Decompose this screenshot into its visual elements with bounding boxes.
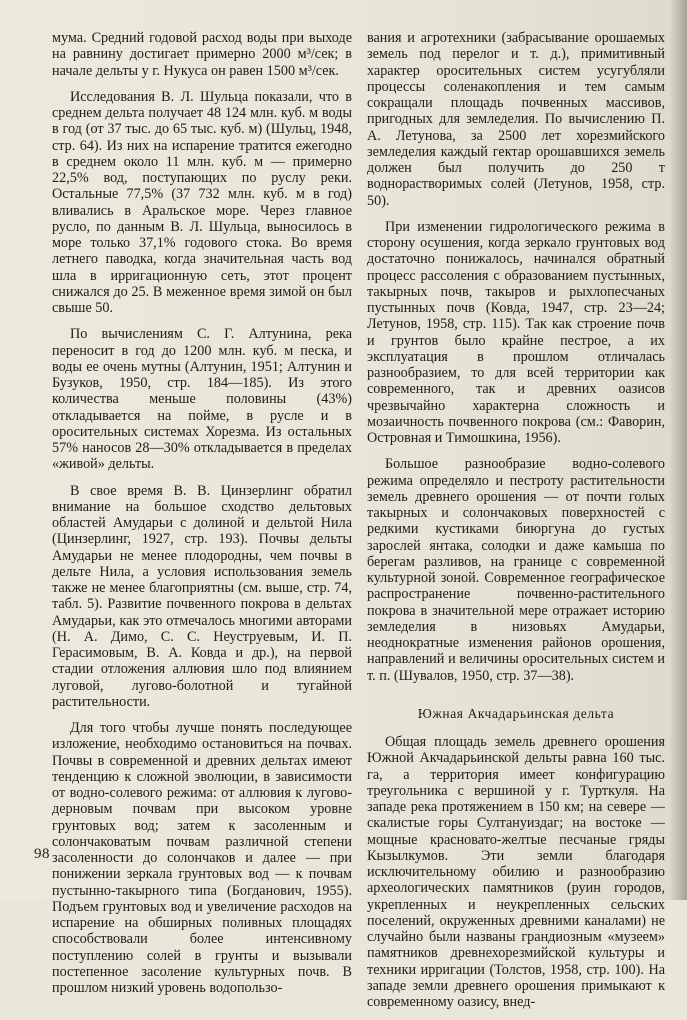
- paragraph: По вычислениям С. Г. Алтунина, река переносит в год до 1200 млн. куб. м песка, и воды ее очень мутны (Алтунин, 1951; Алтунин и Бузуков, 1950, стр. 184—185). Из этого количества меньше половины (43%) откладывается на пойме, в русле и в оросительных системах Хорезма. Из остальных 57% наносов 28—30% откладывается в пределах «живой» дельты.: [52, 326, 352, 473]
- paragraph: В свое время В. В. Цинзерлинг обратил внимание на большое сходство дельтовых областей Амударьи с долиной и дельтой Нила (Цинзерлинг, 1927, стр. 193). Почвы дельты Амударьи не менее плодородны, чем почвы в дельте Нила, а условия использования земель также не менее благоприятны (см. выше, стр. 74, табл. 5). Развитие почвенного покрова в дельтах Амударьи, как это отмечалось многими авторами (Н. А. Димо, С. С. Неуструевым, И. П. Герасимовым, В. А. Ковда и др.), на первой стадии отложения аллювия шло под влиянием луговой, лугово-болотной и тугайной растительности.: [52, 482, 352, 710]
- section-heading: Южная Акчадарьинская дельта: [417, 705, 615, 721]
- right-column: [367, 30, 665, 1020]
- paragraph: Большое разнообразие водно-солевого режима определяло и пестроту растительности земель древнего орошения — от почти голых такырных и солончаковых поверхностей с редкими кустиками биюргуна до густых зарослей янтака, солодки и даже камыша по берегам разливов, на границе с современной культурной зоной. Современное географическое распространение почвенно-растительного покрова в значительной мере отражает историю земледелия в низовьях Амударьи, неоднократные изменения районов орошения, направлений и величины оросительных систем и т. п. (Шувалов, 1950, стр. 37—38).: [367, 456, 665, 684]
- paragraph: Исследования В. Л. Шульца показали, что в среднем дельта получает 48 124 млн. куб. м воды в год (от 37 тыс. до 65 тыс. куб. м) (Шульц, 1948, стр. 64). Из них на испарение тратится ежегодно в среднем около 11 млн. куб. м — примерно 22,5% вод, поступающих по руслу реки. Остальные 77,5% (37 732 млн. куб. м в год) вливались в Аральское море. Через главное русло, по данным В. Л. Шульца, выносилось в море только 37,1% годового стока. Во время летнего паводка, когда значительная часть вод шла в ирригационную сеть, этот процент снижался до 25. В меженное время зимой он был свыше 50.: [52, 88, 352, 316]
- page-spine-shadow: [669, 0, 687, 900]
- page-number: 98: [34, 846, 50, 862]
- paragraph: вания и агротехники (забрасывание орошаемых земель под перелог и т. д.), примитивный характер оросительных систем усугубляли процессы соленакопления и тем самым сокращали площадь почвенных массивов, пригодных для земледелия. По вычислению П. А. Летунова, за 2500 лет хорезмийского земледелия каждый гектар орошавшихся земель должен был получить до 250 т воднорастворимых солей (Летунов, 1958, стр. 50).: [367, 30, 665, 209]
- paragraph: Для того чтобы лучше понять последующее изложение, необходимо остановиться на почвах. Почвы в современной и древних дельтах имеют тенденцию к сложной эволюции, в зависимости от водно-солевого режима: от аллювия к лугово-дерновым почвам при высоком уровне грунтовых вод; затем к засоленным и солончаковатым почвам различной степени засоленности до солончаков и далее — при понижении зеркала грунтовых вод — к почвам пустынно-такырного типа (Богданович, 1955). Подъем грунтовых вод и увеличение расходов на испарение на обширных поливных площадях способствовали более интенсивному поступлению солей в грунты и вызывали постепенное засоление культурных почв. В прошлом низкий уровень водопользо-: [52, 720, 352, 996]
- left-column: [52, 30, 352, 1006]
- paragraph: Общая площадь земель древнего орошения Южной Акчадарьинской дельты равна 160 тыс. га, а территория имеет конфигурацию треугольника с вершиной у г. Турткуля. На западе река протяжением в 150 км; на севере — скалистые горы Султануиздаг; на востоке — мощные красновато-желтые песчаные гряды Кызылкумов. Эти земли благодаря исключительному обилию и разнообразию археологических памятников (руин городов, укрепленных и неукрепленных сельских поселений, окруженных древними каналами) не случайно были названы грандиозным «музеем» памятников древнехорезмийской культуры и техники ирригации (Толстов, 1958, стр. 100). На западе земли древнего орошения примыкают к современному оазису, внед-: [367, 734, 665, 1010]
- paragraph: При изменении гидрологического режима в сторону осушения, когда зеркало грунтовых вод достаточно понижалось, начинался обратный процесс рассоления с образованием пустынных, такырных почв, такыров и рыхлопесчаных пустынных почв (Ковда, 1947, стр. 23—24; Летунов, 1958, стр. 115). Так как строение почв и грунтов было крайне пестрое, а их эксплуатация в прошлом отличалась разнообразием, то для всей территории как современного, так и древних оазисов чрезвычайно характерна сложность и мозаичность почвенного покрова (см.: Фаворин, Островная и Тимошкина, 1956).: [367, 218, 665, 446]
- paragraph: мума. Средний годовой расход воды при выходе на равнину достигает примерно 2000 м³/сек; в начале дельты у г. Нукуса он равен 1500 м³/сек.: [52, 30, 352, 79]
